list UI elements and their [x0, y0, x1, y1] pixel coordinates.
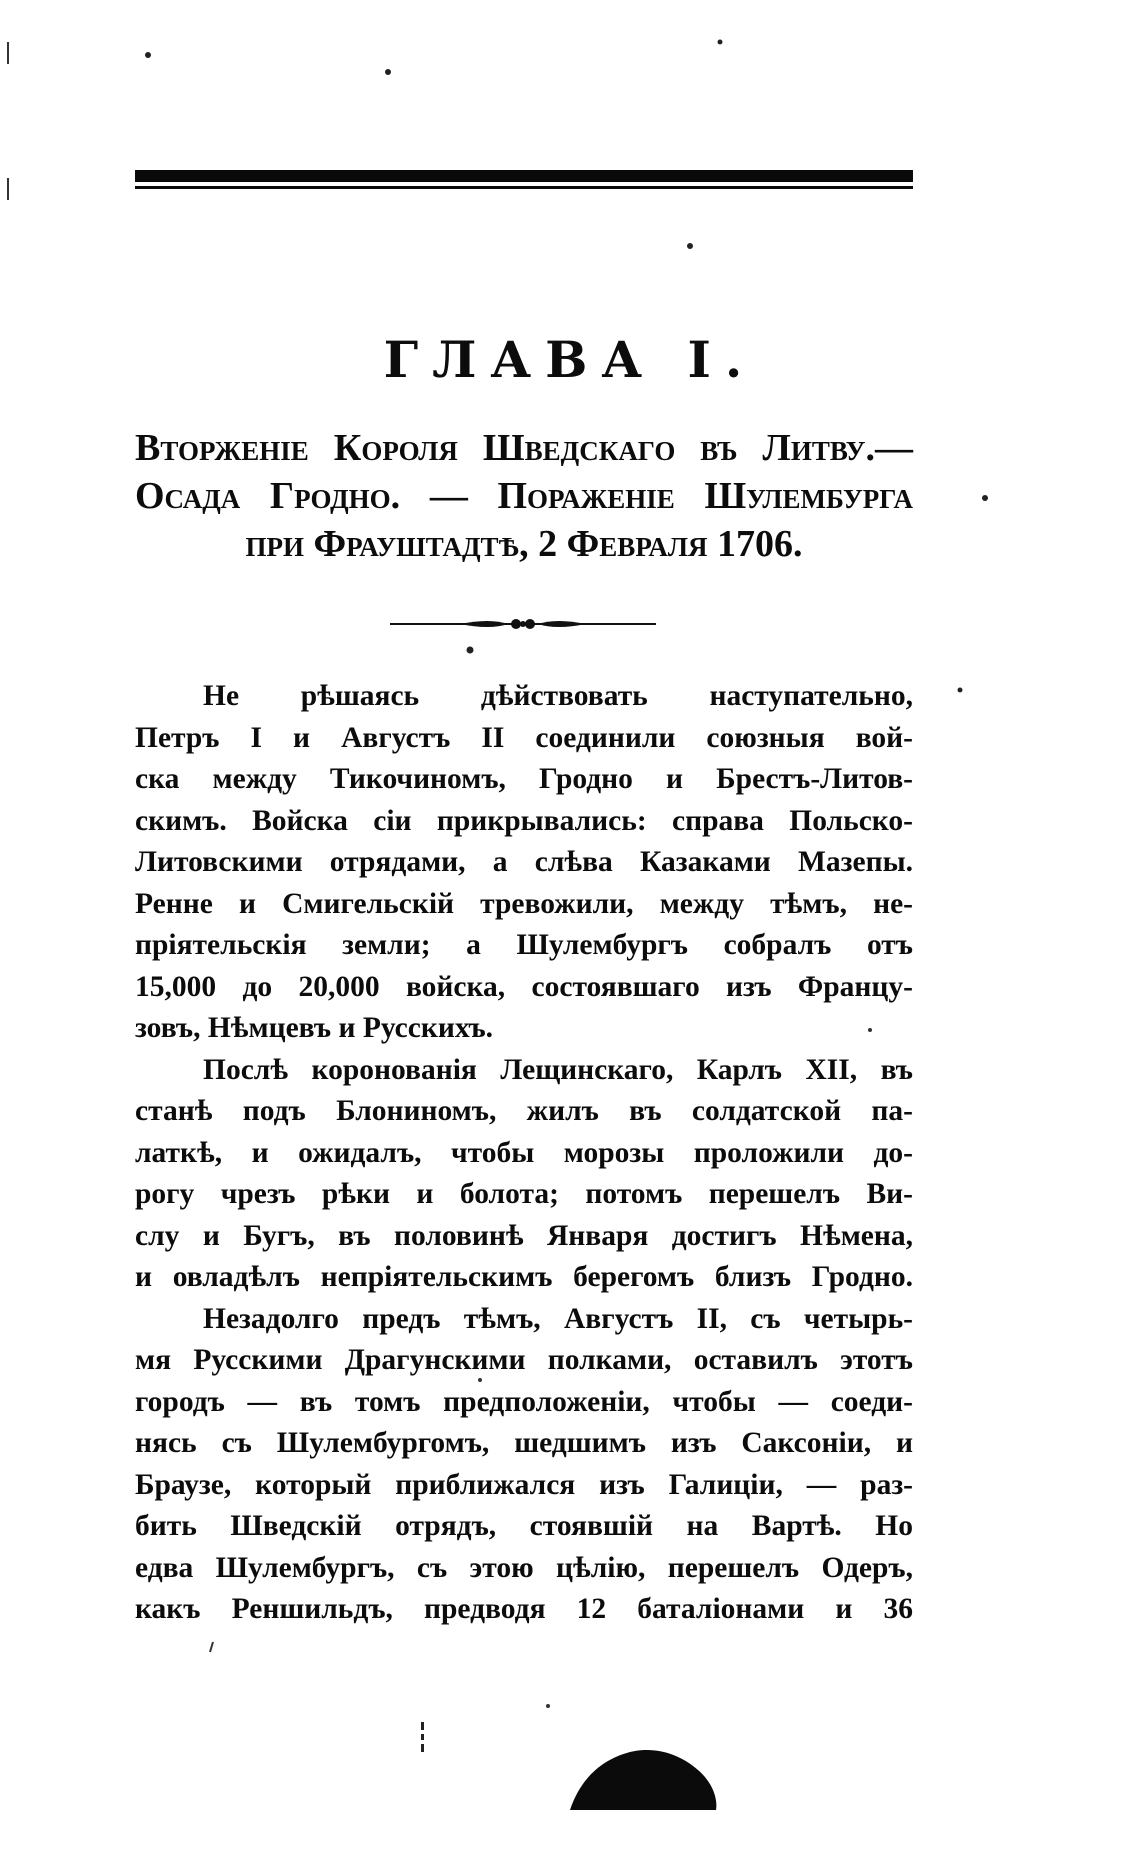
text-line: ска между Тикочиномъ, Гродно и Брестъ-Литов-	[135, 763, 913, 795]
header-double-rule	[135, 170, 913, 189]
text-line: Браузе, который приближался изъ Галиціи, — раз-	[135, 1468, 913, 1501]
text-line: скимъ. Войска сіи прикрывались: справа Польско-	[135, 804, 913, 837]
text-line: 15,000 до 20,000 войска, состоявшаго изъ Францу-	[135, 970, 913, 1003]
subtitle-line: при Фрауштадтѣ, 2 Февраля 1706.	[245, 523, 803, 565]
body-text	[135, 676, 913, 1631]
text-line: мя Русскими Драгунскими полками, оставилъ этотъ	[135, 1344, 913, 1376]
subtitle-line: Вторженіе Короля Шведскаго въ Литву.—	[135, 427, 913, 469]
text-line: Незадолго предъ тѣмъ, Августъ II, съ четырь-	[203, 1302, 913, 1335]
text-line: слу и Бугъ, въ половинѣ Января достигъ Нѣмена,	[135, 1219, 913, 1252]
text-line: Петръ I и Августъ II соединили союзныя вой-	[135, 721, 913, 754]
text-line: зовъ, Нѣмцевъ и Русскихъ.	[135, 1012, 494, 1044]
text-line: пріятельскія земли; а Шулембургъ собралъ отъ	[135, 929, 913, 961]
text-line: городъ — въ томъ предположеніи, чтобы — соеди-	[135, 1385, 913, 1418]
text-line: бить Шведскій отрядъ, стоявшій на Вартѣ. Но	[135, 1510, 913, 1542]
text-line: нясь съ Шулембургомъ, шедшимъ изъ Саксоніи, и	[135, 1427, 913, 1459]
text-line: латкѣ, и ожидалъ, чтобы морозы проложили до-	[135, 1136, 913, 1169]
text-line: Не рѣшаясь дѣйствовать наступательно,	[203, 680, 913, 712]
text-line: едва Шулембургъ, съ этою цѣлію, перешелъ Одеръ,	[135, 1551, 913, 1584]
ornament-divider	[390, 614, 656, 634]
text-line: Литовскими отрядами, а слѣва Казаками Мазепы.	[135, 846, 913, 878]
text-line: станѣ подъ Блониномъ, жилъ въ солдатской па-	[135, 1095, 913, 1127]
text-line: Ренне и Смигельскій тревожили, между тѣмъ, не-	[135, 887, 913, 920]
text-line: и овладѣлъ непріятельскимъ берегомъ близъ Гродно.	[135, 1261, 913, 1293]
chapter-title: ГЛАВА I.	[383, 330, 757, 389]
text-line: какъ Реншильдъ, предводя 12 баталіонами и 36	[135, 1593, 913, 1625]
ink-blot	[560, 1740, 720, 1815]
text-line: рогу чрезъ рѣки и болота; потомъ перешелъ Ви-	[135, 1178, 913, 1210]
text-line: Послѣ коронованія Лещинскаго, Карлъ XII, въ	[203, 1053, 913, 1086]
chapter-subtitle	[135, 424, 913, 568]
subtitle-line: Осада Гродно. — Пораженіе Шулембурга	[135, 475, 913, 517]
